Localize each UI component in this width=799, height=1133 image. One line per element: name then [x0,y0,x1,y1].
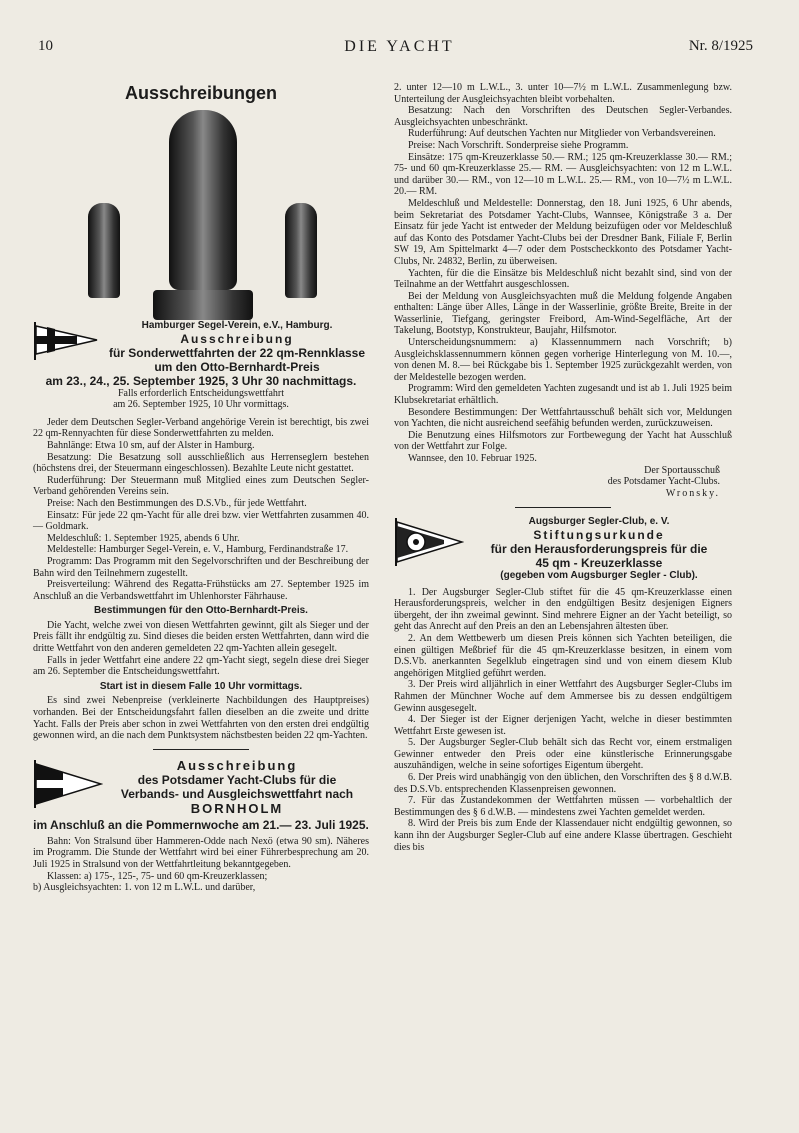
augsburg-paragraph: 1. Der Augsburger Segler-Club stiftet für die 45 qm-Kreuzerklasse einen Herausforderungspreis, welcher in den endgültigen Besitz desjenigen Eigners übergeht, der ihn zweimal gewinnt. Sind mehrere Eigner an der Yacht beteiligt, so geht das Anrecht auf den Preis an den an Lebensjahren ältesten über. [394,586,732,633]
hamburg-burgee-icon [33,320,105,366]
hamburg-kind: Ausschreibung [180,331,294,346]
start-note: Start ist in diesem Falle 10 Uhr vormittags. [99,680,303,692]
potsdam-line1: des Potsdamer Yacht-Clubs für die [137,772,337,787]
augsburg-line2: 45 qm - Kreuzerklasse [535,555,663,570]
signature-name: Wronsky. [665,487,720,499]
potsdam-cont-paragraph: Programm: Wird den gemeldeten Yachten zugesandt und ist ab 1. Juli 1925 beim Klubsekretariat erhältlich. [394,383,732,407]
augsburg-line3: (gegeben vom Augsburger Segler - Club). [500,569,698,581]
hamburg-paragraph: Ruderführung: Der Steuermann muß Mitglied eines zum Deutschen Segler-Verband gehörenden Vereins sein. [33,474,369,498]
hamburg-note1: Falls erforderlich Entscheidungswettfahrt [117,387,285,399]
closing-paragraph: Es sind zwei Nebenpreise (verkleinerte Nachbildungen des Hauptpreises) vorhanden. Bei der Entscheidungsfahrt fallen dieselben an die zweite und dritte Yacht. Falls der Preis aber schon in zwei Wettfahrten von den ersten drei endgültig gewonnen wird, an die nach dem Punktsystem nächstbesten beiden 22 qm-Yachten. [33,695,369,742]
augsburg-paragraph: 3. Der Preis wird alljährlich in einer Wettfahrt des Augsburger Segler-Clubs im Rahmen der Münchner Woche auf dem Ammersee bis zu dessen endgültigem Gewinn ausgesegelt. [394,679,732,714]
potsdam-burgee-icon [33,758,105,814]
potsdam-cont-paragraph: Preise: Nach Vorschrift. Sonderpreise siehe Programm. [408,139,629,151]
hamburg-paragraph: Meldestelle: Hamburger Segel-Verein, e. V., Hamburg, Ferdinandstraße 17. [47,544,349,556]
section-title: Ausschreibungen [124,83,278,103]
rules-heading: Bestimmungen für den Otto-Bernhardt-Preis. [94,605,308,617]
potsdam-paragraph: Bahn: Von Stralsund über Hammeren-Odde nach Nexö (etwa 90 sm). Näheres im Programm. Die Stunde der Wettfahrt wird bei einer Führerbesprechung am 20. Juli 1925 in Stralsund von der Wettfahrtleitung bekanntgegeben. [33,835,369,870]
potsdam-paragraph: b) Ausgleichsyachten: 1. von 12 m L.W.L. und darüber, [33,882,256,894]
augsburg-kind: Stiftungsurkunde [533,527,665,542]
small-vase-right [285,203,317,298]
potsdam-cont-paragraph: Ruderführung: Auf deutschen Yachten nur Mitglieder von Verbandsvereinen. [408,128,716,140]
hamburg-paragraph: Preise: Nach den Bestimmungen des D.S.Vb., für jede Wettfahrt. [47,497,307,509]
potsdam-cont-paragraph: Unterscheidungsnummern: a) Klassennummern nach Vorschrift; b) Ausgleichsklassennummern können gegen vorherige Hinterlegung von M. 10.—, von denen M. 8.— bei Rückgabe bis 1. September 1925 zurückgezahlt werden, von der Meldestelle bezogen werden. [394,337,732,383]
augsburg-paragraph: 8. Wird der Preis bis zum Ende der Klassendauer nicht endgültig gewonnen, so kann ihn der Augsburger Segler-Club auf eine andere Klasse übertragen. Geschieht dies bis [394,818,732,853]
hamburg-note2: am 26. September 1925, 10 Uhr vormittags. [113,399,289,411]
hamburg-paragraph: Meldeschluß: 1. September 1925, abends 6 Uhr. [47,532,240,544]
potsdam-cont-paragraph: Bei der Meldung von Ausgleichsyachten muß die Meldung folgende Angaben enthalten: Länge über Alles, Länge in der Wasserlinie, größte Breite, Breite in der Wasserlinie, Tiefgang, geringster Freibord, Am-Wind-Segelfläche, Art der Takelung, Bootstyp, Konstrukteur, Baujahr, Hilfsmotor. [394,290,732,337]
augsburg-paragraph: 4. Der Sieger ist der Eigner derjenigen Yacht, welche in dieser bestimmten Wettfahrt Erste gewesen ist. [394,714,732,737]
divider [153,749,249,750]
date-line: Wannsee, den 10. Februar 1925. [408,453,537,464]
potsdam-cont-paragraph: Meldeschluß und Meldestelle: Donnerstag, den 18. Juni 1925, 6 Uhr abends, beim Sekretariat des Potsdamer Yacht-Clubs, Wannsee, Königstraße 3 a. Der Einsatz für jede Yacht ist entweder der Meldung beizufügen oder vor Meldeschluß auf das Konto des Potsdamer Yacht-Clubs bei der Dresdner Bank, Filiale F, Berlin SW 19, Am Spittelmarkt 4—7 oder dem Postscheckkonto des Potsdamer Yacht-Clubs, Nr. 24832, Berlin, zu überweisen. [394,197,732,267]
divider [515,507,611,508]
right-column [394,82,732,853]
augsburg-header [394,516,732,581]
augsburg-paragraph: 2. An dem Wettbewerb um diesen Preis können sich Yachten beteiligen, die einen gültigen Meßbrief für die 45 qm-Kreuzerklasse besitzen, in einem vom D.S.Vb. anerkannten Segelklub eingetragen sind und von einem diesem Klub angehörigen Mitglied geführt werden. [394,632,732,679]
left-column [33,82,369,894]
page-number: 10 [38,38,53,54]
potsdam-line4: im Anschluß an die Pommernwoche am 21.— 23. Juli 1925. [33,817,369,832]
rules-paragraph: Die Yacht, welche zwei von diesen Wettfahrten gewinnt, gilt als Sieger und der Preis fällt ihr endgültig zu. Sind dieses die beiden ersten Wettfahrten, dann wird die dritte Wettfahrt von den anderen gemeldeten 22 qm-Yachten allein gesegelt. [33,619,369,655]
issue-number: Nr. 8/1925 [688,38,753,54]
augsburg-club-name: Augsburger Segler-Club, e. V. [528,516,670,528]
small-vase-left [88,203,120,298]
potsdam-cont-paragraph: Die Benutzung eines Hilfsmotors zur Fortbewegung der Yacht hat Ausschluß von der Wettfahrt zur Folge. [394,429,732,453]
augsburg-paragraph: 6. Der Preis wird unabhängig von den üblichen, den Vorschriften des § 8 d.W.B. des D.S.Vb. entsprechenden Klassenpreisen gewonnen. [394,772,732,795]
hamburg-paragraph: Bahnlänge: Etwa 10 sm, auf der Alster in Hamburg. [47,439,255,451]
masthead: DIE YACHT [344,38,455,55]
hamburg-paragraph: Jeder dem Deutschen Segler-Verband angehörige Verein ist berechtigt, bis zwei 22 qm-Rennyachten für diese Sonderwettfahrten zu melden. [33,416,369,440]
potsdam-cont-paragraph: Einsätze: 175 qm-Kreuzerklasse 50.— RM.; 125 qm-Kreuzerklasse 30.— RM.; 75- und 60 qm-Kreuzerklasse 25.— RM. — Ausgleichsyachten: von 12 m L.W.L. und darüber 30.— RM., von 12—10 m L.W.L. 25.— RM., von 10—7½ m L.W.L. 20.— RM. [394,151,732,198]
trophy-photo [73,108,369,320]
potsdam-line3: BORNHOLM [190,800,284,816]
hamburg-line2: um den Otto-Bernhardt-Preis [154,359,320,374]
trophy-base [153,290,253,320]
hamburg-paragraph: Programm: Das Programm mit den Segelvorschriften und der Beschreibung der Bahn wird den Teilnehmern zugestellt. [33,555,369,579]
hamburg-line1: für Sonderwettfahrten der 22 qm-Rennklasse [108,345,366,360]
augsburg-paragraph: 7. Für das Zustandekommen der Wettfahrten müssen — vorbehaltlich der Bestimmungen des § 6 d.W.B. — mindestens zwei Yachten gemeldet werden. [394,795,732,818]
potsdam-cont-paragraph: Besondere Bestimmungen: Der Wettfahrtausschuß behält sich vor, Meldungen von Yachten, die nicht ausreichend seefähig befunden werden, zurückzuweisen. [394,406,732,430]
potsdam-line2: Verbands- und Ausgleichswettfahrt nach [120,786,354,801]
signature-line: des Potsdamer Yacht-Clubs. [607,476,720,488]
augsburg-burgee-icon [394,516,466,572]
hamburg-line3: am 23., 24., 25. September 1925, 3 Uhr 30 nachmittags. [45,373,357,388]
augsburg-line1: für den Herausforderungspreis für die [490,541,708,556]
hamburg-paragraph: Preisverteilung: Während des Regatta-Frühstücks am 27. September 1925 im Anschluß an die Verbandswettfahrt im Uhlenhorster Fährhause. [33,579,369,602]
potsdam-header [33,758,369,816]
potsdam-cont-paragraph: Besatzung: Nach den Vorschriften des Deutschen Segler-Verbandes. Ausgleichsyachten unbeschränkt. [394,105,732,128]
hamburg-club-name: Hamburger Segel-Verein, e.V., Hamburg. [141,320,333,331]
hamburg-paragraph: Besatzung: Die Besatzung soll ausschließlich aus Herrenseglern bestehen (höchstens drei, der Steuermann eingeschlossen). Bezahlte Leute nicht gestattet. [33,451,369,475]
potsdam-cont-paragraph: Yachten, für die die Einsätze bis Meldeschluß nicht bezahlt sind, sind von der Teilnahme an der Wettfahrt ausgeschlossen. [394,267,732,291]
hamburg-paragraph: Einsatz: Für jede 22 qm-Yacht für alle drei bzw. vier Wettfahrten zusammen 40.— Goldmark. [33,509,369,533]
rules-paragraph: Falls in jeder Wettfahrt eine andere 22 qm-Yacht siegt, segeln diese drei Sieger am 26. September die Entscheidungswettfahrt. [33,654,369,678]
potsdam-cont-paragraph: 2. unter 12—10 m L.W.L., 3. unter 10—7½ m L.W.L. Zusammenlegung bzw. Unterteilung der Ausgleichsyachten bleibt vorbehalten. [394,82,732,105]
trophy-vase [169,110,237,290]
potsdam-paragraph: Klassen: a) 175-, 125-, 75- und 60 qm-Kreuzerklassen; [47,870,268,882]
potsdam-kind: Ausschreibung [176,757,298,773]
augsburg-paragraph: 5. Der Augsburger Segler-Club behält sich das Recht vor, einem erstmaligen Gewinner entweder den Preis oder eine künstlerische Erinnerungsgabe auszuhändigen, welche in seine sofortiges Eigentum übergeht. [394,737,732,772]
hamburg-header [33,320,369,374]
signature-line: Der Sportausschuß [644,464,720,476]
